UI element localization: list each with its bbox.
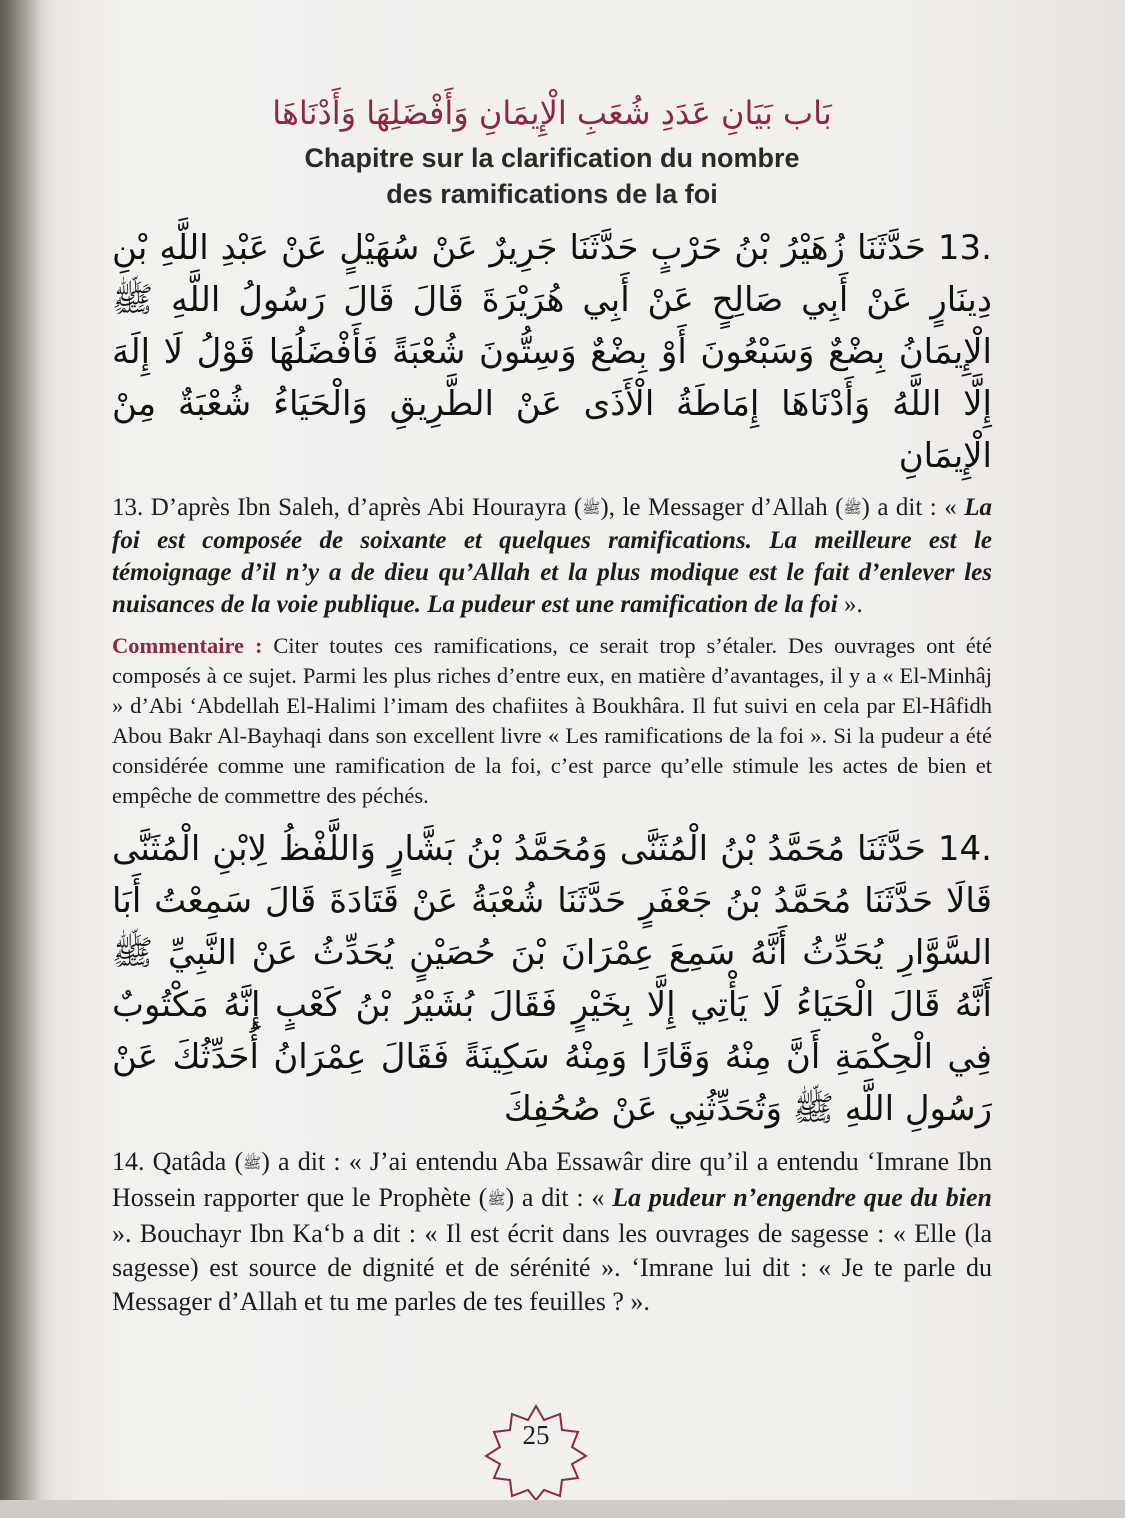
- hadith-14-arabic: [112, 823, 992, 1135]
- hadith-13-text: ), le Messager d’Allah (: [600, 494, 844, 521]
- honorific-icon: ﷺ: [487, 1192, 506, 1208]
- honorific-icon: ﷺ: [843, 501, 862, 517]
- arabic-chapter-title: بَاب بَيَانِ عَدَدِ شُعَبِ الْإِيمَانِ وَأَفْضَلِهَا وَأَدْنَاهَا: [272, 94, 832, 132]
- honorific-icon: ﷺ: [582, 501, 601, 517]
- hadith-13-arabic: [112, 222, 992, 482]
- hadith-13-french: [112, 492, 992, 621]
- page-content: [112, 80, 992, 1319]
- star-ornament-icon: [478, 1402, 594, 1500]
- hadith-14-french: [112, 1145, 992, 1319]
- french-title-line-2: des ramifications de la foi: [386, 179, 718, 209]
- hadith-13-intro: 13. D’après Ibn Saleh, d’après Abi Hourayra (: [112, 494, 583, 521]
- french-title-line-1: Chapitre sur la clarification du nombre: [304, 143, 800, 173]
- hadith-13-arabic-text: حَدَّثَنَا زُهَيْرُ بْنُ حَرْبٍ حَدَّثَنَا جَرِيرٌ عَنْ سُهَيْلٍ عَنْ عَبْدِ اللَّهِ بْنِ دِينَارٍ عَنْ أَبِي صَالِحٍ عَنْ أَبِي هُرَيْرَةَ قَالَ قَالَ رَسُولُ اللَّهِ ﷺ الْإِيمَانُ بِضْعٌ وَسَبْعُونَ أَوْ بِضْعٌ وَسِتُّونَ شُعْبَةً فَأَفْضَلُهَا قَوْلُ لَا إِلَهَ إِلَّا اللَّهُ وَأَدْنَاهَا إِمَاطَةُ الْأَذَى عَنْ الطَّرِيقِ وَالْحَيَاءُ شُعْبَةٌ مِنْ الْإِيمَانِ: [112, 228, 992, 476]
- hadith-14-number: 14.: [937, 829, 992, 869]
- page-number: 25: [522, 1420, 550, 1450]
- commentary-text: Citer toutes ces ramifications, ce serait trop s’étaler. Des ouvrages ont été composés à ce sujet. Parmi les plus riches d’entre eux, en matière d’avantages, il y a « El-Minhâj » d’Abi ‘Abdellah El-Halimi l’imam des chafiites à Boukhâra. Il fut suivi en cela par El-Hâfidh Abou Bakr Al-Bayhaqi dans son excellent livre « Les ramifications de la foi ». Si la pudeur a été considérée comme une ramification de la foi, c’est parce qu’elle stimule les actes de bien et empêche de commettre des péchés.: [112, 633, 993, 808]
- hadith-13-number: 13.: [937, 228, 992, 268]
- hadith-13-end: ».: [837, 591, 863, 618]
- hadith-14-quote: La pudeur n’engendre que du bien: [612, 1183, 992, 1212]
- spine-shadow: [0, 0, 40, 1500]
- commentary-label: Commentaire :: [112, 633, 263, 658]
- hadith-14-end: ». Bouchayr Ibn Ka‘b a dit : « Il est écrit dans les ouvrages de sagesse : « Elle (la sagesse) est source de dignité et de sérénité ». ‘Imrane lui dit : « Je te parle du Messager d’Allah et tu me parles de tes feuilles ? ».: [112, 1219, 992, 1316]
- french-chapter-title: [112, 140, 992, 212]
- hadith-14-text: ) a dit : « J’ai entendu Aba Essawâr dire qu’il a entendu ‘Imrane Ibn Hossein rapporter que le Prophète (: [112, 1147, 992, 1212]
- honorific-icon: ﷺ: [243, 1156, 262, 1172]
- hadith-14-arabic-text: حَدَّثَنَا مُحَمَّدُ بْنُ الْمُثَنَّى وَمُحَمَّدُ بْنُ بَشَّارٍ وَاللَّفْظُ لِابْنِ الْمُثَنَّى قَالَا حَدَّثَنَا مُحَمَّدُ بْنُ جَعْفَرٍ حَدَّثَنَا شُعْبَةُ عَنْ قَتَادَةَ قَالَ سَمِعْتُ أَبَا السَّوَّارِ يُحَدِّثُ أَنَّهُ سَمِعَ عِمْرَانَ بْنَ حُصَيْنٍ يُحَدِّثُ عَنْ النَّبِيِّ ﷺ أَنَّهُ قَالَ الْحَيَاءُ لَا يَأْتِي إِلَّا بِخَيْرٍ فَقَالَ بُشَيْرُ بْنُ كَعْبٍ إِنَّهُ مَكْتُوبٌ فِي الْحِكْمَةِ أَنَّ مِنْهُ وَقَارًا وَمِنْهُ سَكِينَةً فَقَالَ عِمْرَانُ أُحَدِّثُكَ عَنْ رَسُولِ اللَّهِ ﷺ وَتُحَدِّثُنِي عَنْ صُحُفِكَ: [112, 829, 992, 1129]
- hadith-13-quote: La foi est composée de soixante et quelques ramifications. La meilleure est le témoignage d’il n’y a de dieu qu’Allah et la plus modique est le fait d’enlever les nuisances de la voie publique. La pudeur est une ramification de la foi: [112, 494, 992, 618]
- hadith-13-said: ) a dit : «: [861, 494, 965, 521]
- page-number-ornament: [478, 1402, 594, 1518]
- hadith-14-said: ) a dit : «: [505, 1183, 613, 1212]
- commentary: [112, 631, 992, 811]
- hadith-14-intro: 14. Qatâda (: [112, 1147, 244, 1176]
